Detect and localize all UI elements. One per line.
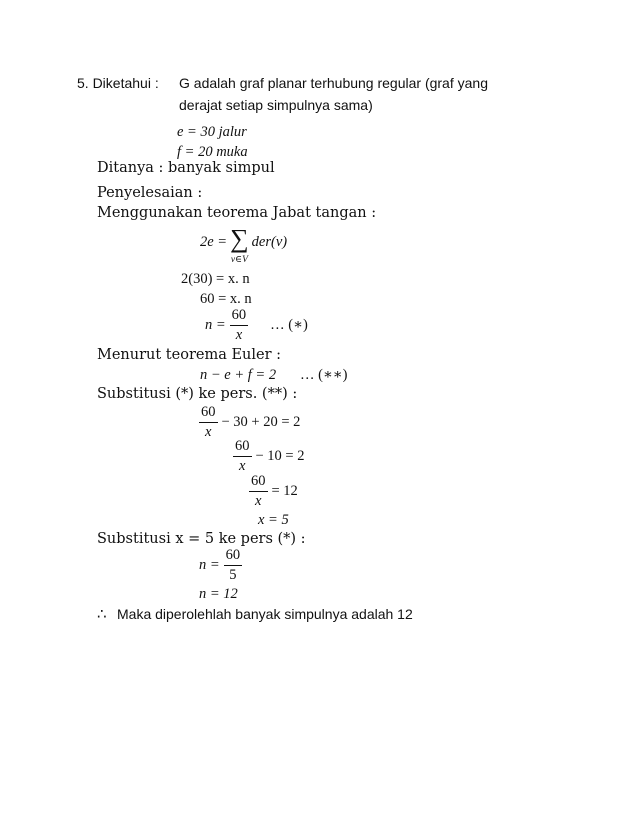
fraction-numerator: 60 [199, 405, 218, 423]
step-2: 60 = x. n [200, 291, 252, 307]
problem-number-label: 5. Diketahui : [77, 75, 159, 91]
fraction-60-x [230, 308, 249, 343]
substitution-line-3 [249, 474, 298, 509]
n-equation-star [205, 308, 308, 343]
fraction-60-5 [224, 548, 243, 583]
asked-line: Ditanya : banyak simpul [97, 160, 275, 176]
star-label-1: … (∗) [270, 317, 308, 334]
fraction-denominator: x [255, 493, 262, 510]
fraction-denominator: 5 [229, 567, 237, 584]
given-e-equation: e = 30 jalur [177, 124, 247, 140]
fraction-numerator: 60 [249, 474, 268, 492]
sum-operator [230, 226, 249, 265]
conclusion: Maka diperolehlah banyak simpulnya adalah 12 [117, 606, 413, 622]
substitution-2-intro: Substitusi x = 5 ke pers (*) : [97, 531, 306, 547]
fraction-numerator: 60 [233, 439, 252, 457]
fraction-60-x [249, 474, 268, 509]
substitution-line-3-rest: = 12 [271, 483, 298, 500]
fraction-denominator: x [235, 327, 243, 344]
n-substitution [199, 548, 242, 583]
sum-symbol: ∑ [230, 224, 249, 253]
sum-subscript: v∈V [230, 255, 248, 265]
n-lhs: n = [199, 557, 220, 574]
solution-heading: Penyelesaian : [97, 185, 203, 201]
fraction-denominator: x [239, 458, 246, 475]
handshake-intro: Menggunakan teorema Jabat tangan : [97, 205, 377, 221]
given-f-equation: f = 20 muka [177, 144, 248, 160]
fraction-60-x [199, 405, 218, 440]
substitution-line-2 [233, 439, 304, 474]
fraction-denominator: x [205, 424, 212, 441]
fraction-numerator: 60 [224, 548, 243, 566]
therefore-symbol: ∴ [97, 606, 107, 623]
substitution-line-1-rest: − 30 + 20 = 2 [221, 414, 301, 431]
substitution-intro: Substitusi (*) ke pers. (**) : [97, 386, 298, 402]
euler-equation: n − e + f = 2 [200, 367, 277, 383]
handshake-rhs: der(v) [251, 234, 288, 250]
substitution-line-1 [199, 405, 300, 440]
euler-intro: Menurut teorema Euler : [97, 347, 282, 363]
fraction-numerator: 60 [230, 308, 249, 326]
step-1: 2(30) = x. n [181, 271, 250, 287]
n-result: n = 12 [199, 586, 238, 602]
star-label-2: … (∗∗) [300, 367, 348, 383]
x-result: x = 5 [258, 512, 289, 528]
given-line-2: derajat setiap simpulnya sama) [179, 97, 373, 113]
given-line-1: G adalah graf planar terhubung regular (graf yang [179, 75, 488, 91]
substitution-line-2-rest: − 10 = 2 [255, 448, 305, 465]
handshake-lhs: 2e = [200, 234, 228, 250]
handshake-equation [200, 226, 287, 265]
fraction-60-x [233, 439, 252, 474]
n-lhs: n = [205, 317, 226, 334]
